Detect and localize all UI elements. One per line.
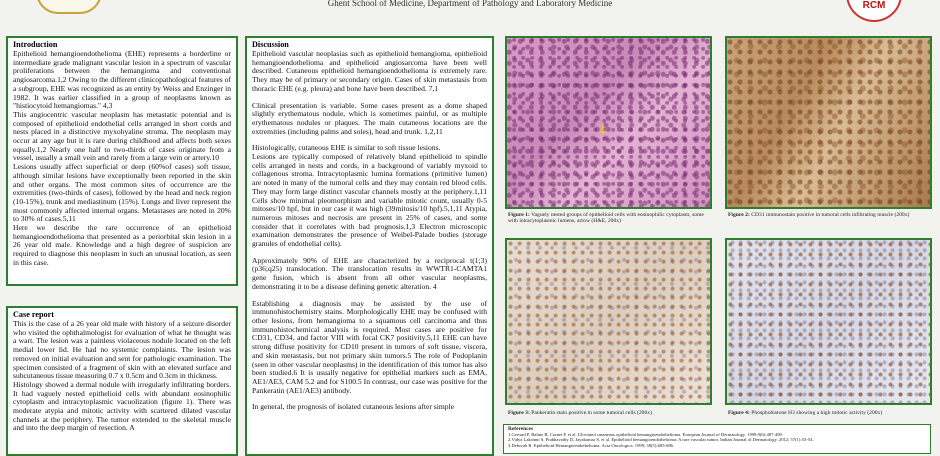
reference-item: 3.Deborah R. Epithelioid Hemangioendothelioma. Acta Oncologica. 1999; 38(5):685-686.	[508, 442, 675, 448]
discussion-panel	[245, 36, 494, 456]
discussion-paragraph: In general, the prognosis of isolated cutaneous lesions after simple	[252, 402, 455, 412]
figure-3-caption	[508, 410, 712, 416]
discussion-paragraph: Histologically, cutaneous EHE is similar to soft tissue lesions.	[252, 143, 441, 153]
figure-4-image	[725, 238, 932, 405]
discussion-paragraph: Establishing a diagnosis may be assisted by the use of immunohistochemistry stains. Morphologically EHE may be confused with other lesions, from hemangioma to a squamous cell carcinoma and thus immunohistochemical analysis is required. Most cases are positive for CD31, CD34, and factor VIII with focal CK7 positivity.5,11 EHE can have strong diffuse positivity for CD10 present in tumors of soft tissue, viscera, and skin metastasis, but not primary skin tumors.5 The role of Podoplanin (seen in other vascular neoplasms) in the identification of this tumor has also been studied.6 It is usually negative for epithelial markers such as EMA, AE1/AE3, CAM 5.2 and for S100.5 In contrast, our case was positive for the Pankeratin (AE1/AE3) antibody.	[252, 298, 487, 395]
figure-3-image	[505, 238, 712, 405]
figure-1-label: Figure 1:	[508, 212, 530, 218]
figure-3-text: Pankeratin stain positive in some tumoral cells (200x)	[531, 410, 652, 416]
figure-2-text: CD31 immunostain positive in tumoral cells infiltrating muscle (200x)	[751, 212, 910, 218]
figure-3-label: Figure 3:	[508, 410, 530, 416]
case-report-panel	[6, 306, 238, 456]
figure-1-text: Vaguely nested groups of epithelioid cells with eosinophilic cytoplasm, some with intracytoplasmic lumens, arrow (H&E, 200x)	[508, 212, 704, 225]
institution-name: Ghent School of Medicine, Department of Pathology and Laboratory Medicine	[327, 0, 613, 8]
rcm-logo-text: RCM	[862, 0, 886, 11]
discussion-paragraph: Epithelioid vascular neoplasias such as epithelioid hemangioma, epithelioid hemangioendothelioma and epithelioid angiosarcoma have been well described. Cutaneous epithelioid hemangioendothelioma is extremely rare. They may be of primary or secondary origin. Cases of skin metastasis from thoracic EHE (e.g. pleura) and bone have been described. 7,1	[252, 49, 487, 93]
introduction-panel	[6, 36, 238, 286]
reference-item: 1.Gerrard P, Balme B, Cornet P, et al. Ulcerated cutaneous epithelioid hemangioendothelioma. European Journal of Dermatology. 1999;9(6):487-490.	[508, 432, 783, 438]
case-report-title: Case report	[13, 310, 55, 319]
university-seal-logo	[36, 0, 102, 14]
discussion-title: Discussion	[252, 40, 289, 49]
figure-4-caption	[728, 410, 932, 416]
figure-1-caption	[508, 212, 712, 225]
intro-paragraph: Lesions usually affect superficial or deep (60%of cases) soft tissue, although similar lesions have exceptionally been reported in the skin and other organs. The most common sites of occurrence are the extremities (two-thirds of cases), followed by the head and neck region (10-15%), trunk and mediastinum (15%). Lungs and liver represent the most commonly affected internal organs. Metastases are noted in 20% to 30% of cases.5,11	[13, 162, 231, 224]
intro-paragraph: Here we describe the rare occurrence of an epithelioid hemangioendothelioma that presented as a periorbital skin lesion in a 26 year old male. Knowledge and a high degree of suspicion are required to diagnose this neoplasm in such an unusual location, as seen in this case.	[13, 223, 231, 267]
poster-header	[0, 0, 940, 26]
reference-item: 2.Vidya Lakshmi S, Prabhavathy D, Jayakumar S, et al. Epithelioid hemangioendothelioma: A rare vascular tumor. Indian Journal of Dermatology. 2012; 57(1):53-54.	[508, 437, 814, 443]
arrow-icon: ↓	[597, 122, 609, 138]
figure-4-label: Figure 4:	[728, 410, 750, 416]
rcm-logo	[846, 0, 902, 22]
introduction-title: Introduction	[13, 40, 58, 49]
figure-4-text: Phosphohistone H3 showing a high mitotic activity (200x)	[751, 410, 883, 416]
references-title: References	[508, 426, 534, 432]
figure-2-caption	[728, 212, 932, 218]
case-paragraph: This is the case of a 26 year old male with history of a seizure disorder who visited the ophthalmologist for evaluation of what he thought was a wart. The lesion was a painless violaceous nodule located on the left medial lower lid. He had no systemic complaints. The lesion was removed on initial evaluation and sent for pathologic examination. The specimen consisted of a fragment of skin with an elevated surface and subcutaneous tissue measuring 0.7 x 0.5cm and 0.3cm in thickness.	[13, 319, 231, 381]
figure-2-image	[725, 36, 932, 209]
intro-paragraph: Epithelioid hemangioendothelioma (EHE) represents a borderline or intermediate grade malignant vascular lesion in a spectrum of vascular proliferations between the hemangioma and conventional angiosarcoma.1,2 Owing to the different clinicopathological features of a subgroup, EHE was recognized as an entity by Weiss and Enzinger in 1982. It was earlier classified in a group of neoplasms known as "histiocytoid hemangiomas." 4,3	[13, 49, 231, 111]
figure-1-image	[505, 36, 712, 209]
case-paragraph: Histology showed a dermal nodule with irregularly infiltrating borders. It had vaguely nested epithelioid cells with abundant eosinophilic cytoplasm and intracytoplasmic vacuolization (figure 1). There was moderate atypia and mitotic activity with scattered dilated vascular channels at the periphery. The tumor extended to the skeletal muscle and into the deep margin of resection. A	[13, 379, 231, 433]
intro-paragraph: This angiocentric vascular neoplasm has metastatic potential and is composed of epithelioid endothelial cells arranged in short cords and nests placed in a distinctive myxohyaline stroma. The neoplasm may occur at any age but it is rare during childhood and affects both sexes equally.1,2 Nearly one half to two-thirds of cases originate from a vessel, usually a small vein and rarely from a large vein or artery.10	[13, 109, 231, 163]
discussion-paragraph: Approximately 90% of EHE are characterized by a reciprocal t(1;3)(p36;q25) translocation. The translocation results in WWTR1-CAMTA1 gene fusion, which is absent from all other vascular neoplasms, demonstrating it to be a disease defining genetic alteration. 4	[252, 255, 487, 291]
discussion-paragraph: Clinical presentation is variable. Some cases present as a dome shaped slightly erythematous nodule, which is sometimes painful, or as multiple erythematous nodules or plaques. The main cutaneous locations are the extremities (including palms and soles), head and trunk. 1,2,11	[252, 100, 487, 136]
figure-2-label: Figure 2:	[728, 212, 750, 218]
discussion-paragraph: Lesions are typically composed of relatively bland epithelioid to spindle cells arranged in nests and cords, in a background of variably myxoid to collagenous stroma. Intracytoplasmic lumina formations (primitive lumen) are noted in many of the tumoral cells and they may contain red blood cells. They may form large distinct vascular channels mostly at the periphery.1,11 Cells show minimal pleomorphism and variable mitotic count, usually 0-5 mitoses/10 hpf, but in our case it was high (39mitosis/10 hpf).5,1,11 Atypia, numerous mitoses and necrosis are present in 25% of cases, and some consider that it correlates with bad prognosis.1,3 Electron microscopic examination demonstrates the presence of Weibel-Palade bodies (storage granules of endothelial cells).	[252, 152, 487, 249]
